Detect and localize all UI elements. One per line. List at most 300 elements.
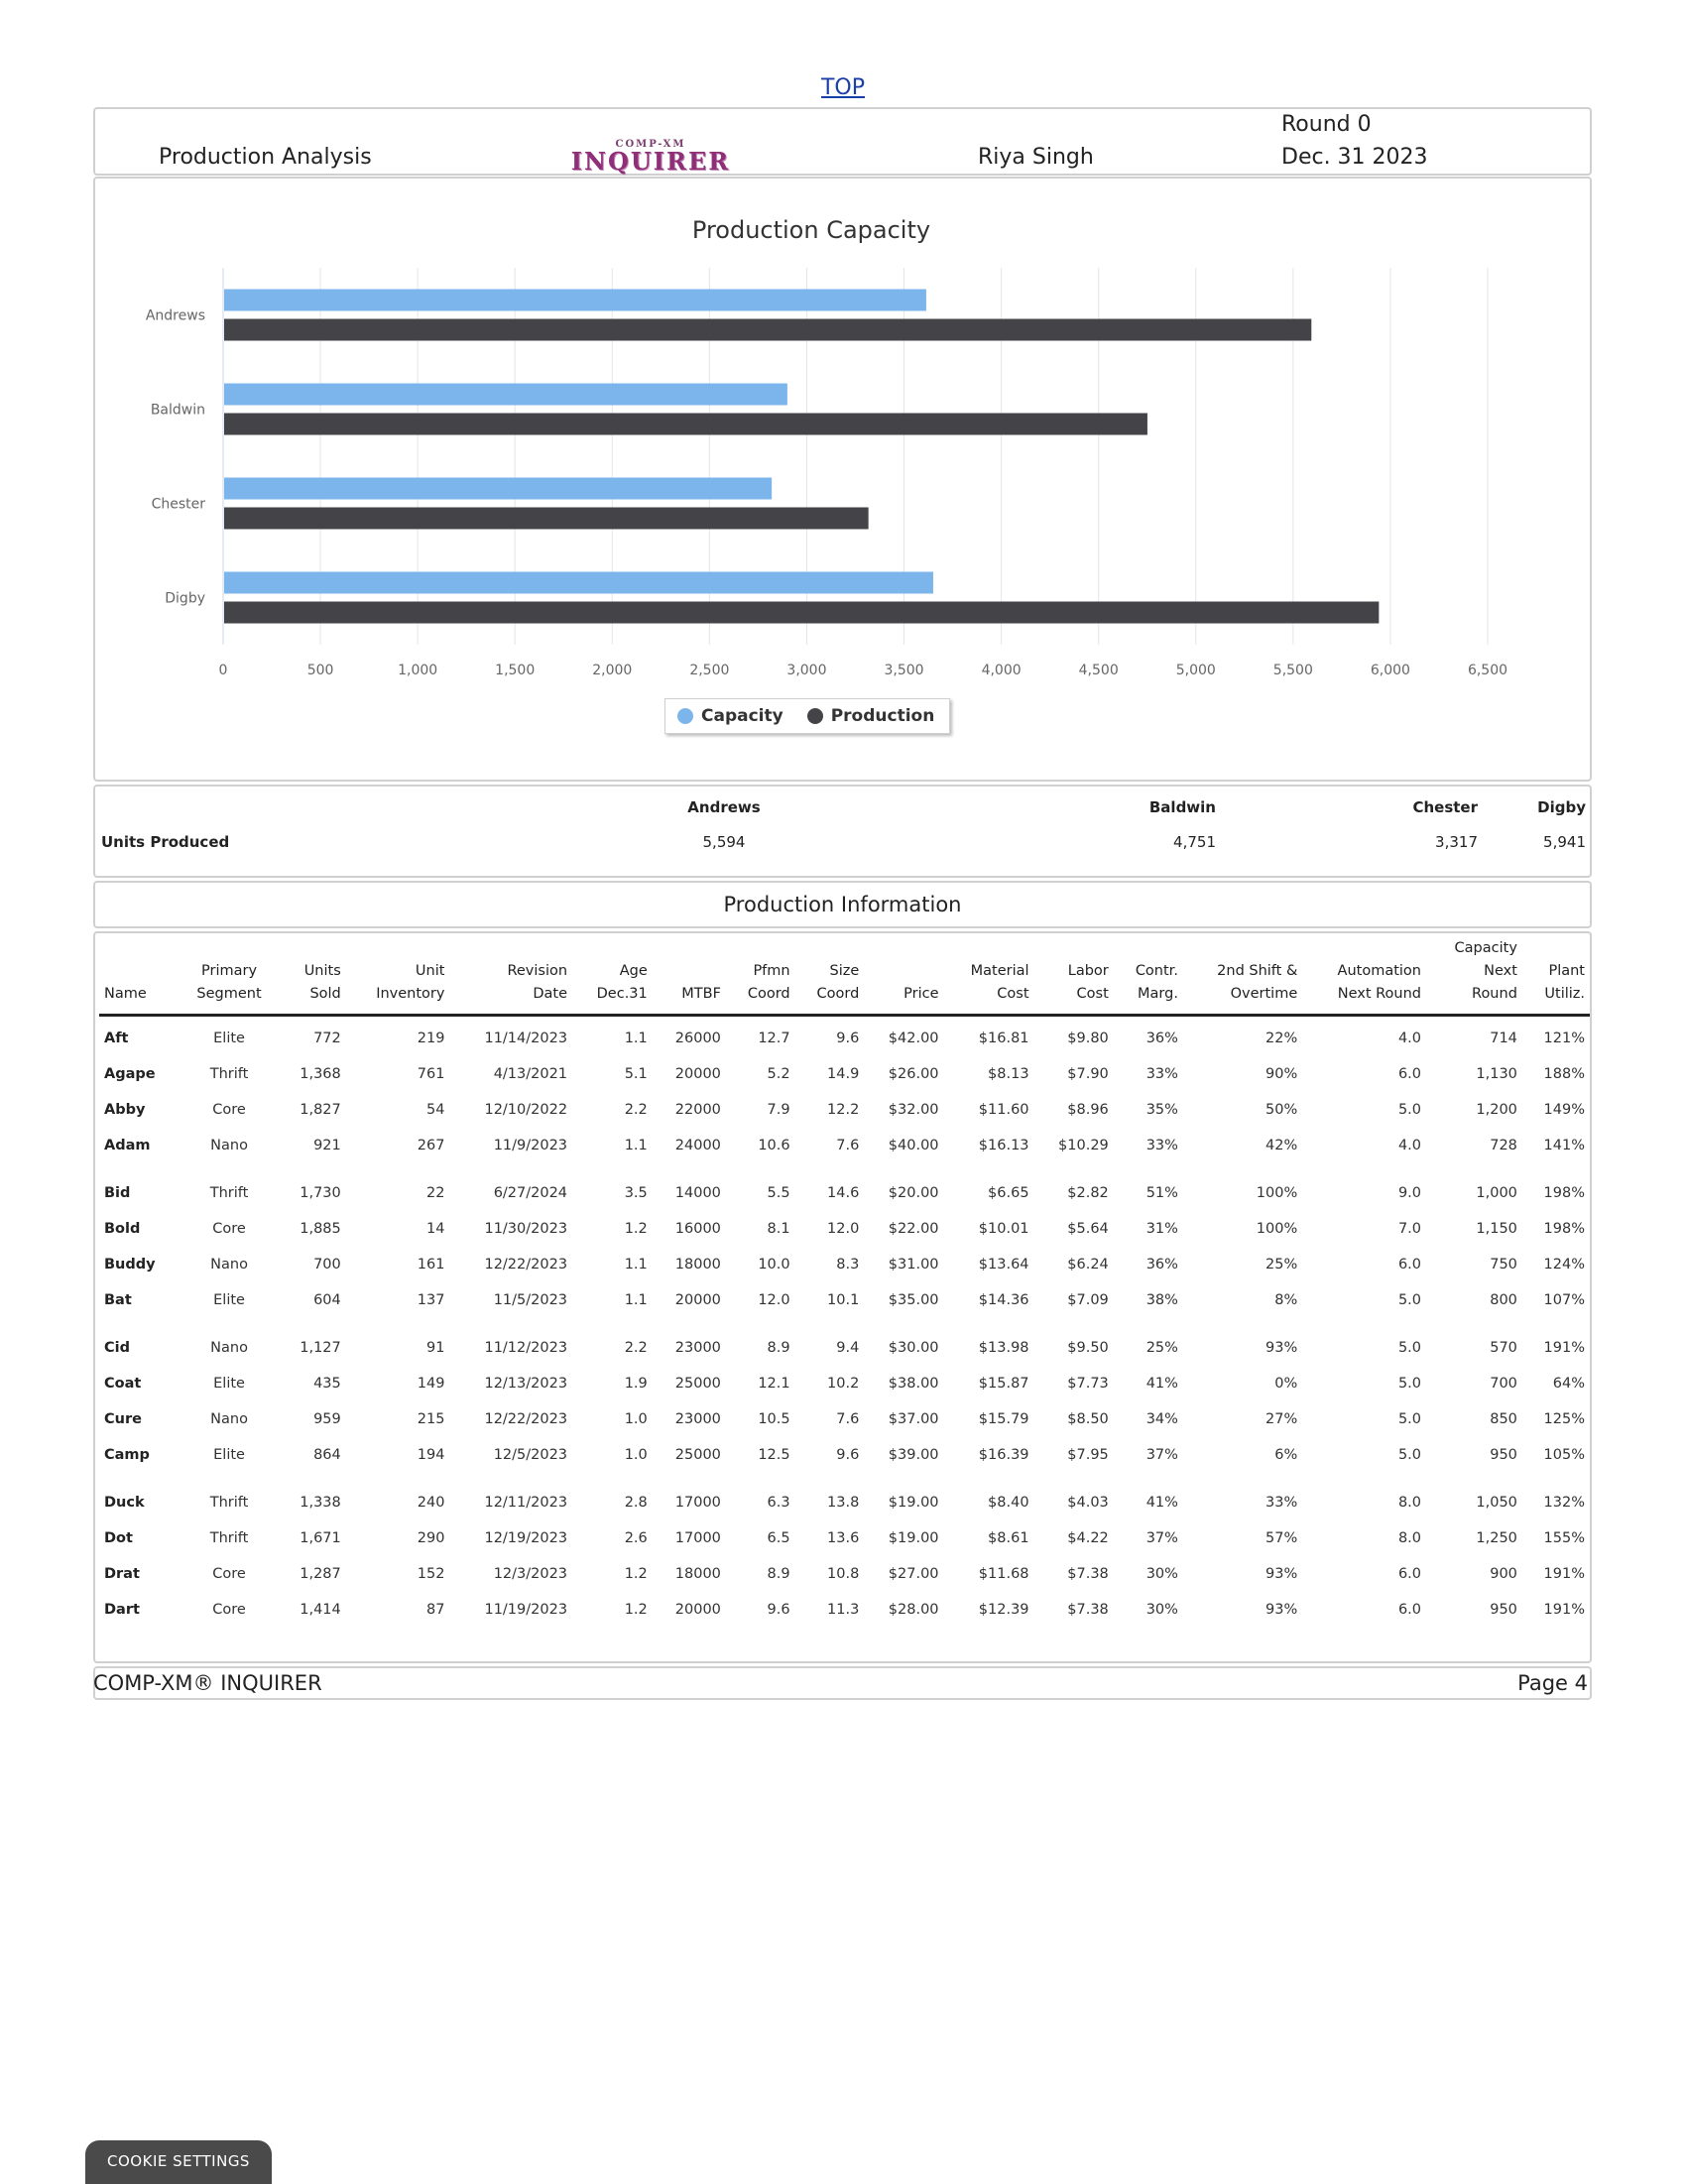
section-title: Production Information (723, 893, 962, 916)
table-cell: 6.0 (1397, 1066, 1421, 1082)
table-cell: 5.1 (624, 1066, 648, 1082)
table-cell: 36% (1145, 1257, 1178, 1273)
column-header-text: MTBF (681, 986, 721, 1002)
table-cell: 9.4 (836, 1340, 860, 1356)
table-cell: 25% (1145, 1340, 1178, 1356)
column-header-text: Date (533, 986, 568, 1002)
column-header-text: Cost (997, 986, 1029, 1002)
table-cell: 100% (1256, 1221, 1298, 1237)
table-cell: $22.00 (888, 1221, 939, 1237)
table-cell: $38.00 (888, 1376, 939, 1392)
table-cell: $7.38 (1067, 1602, 1109, 1618)
production-information-panel (93, 931, 1592, 1663)
column-header (944, 937, 1034, 1016)
table-cell: 1,250 (1476, 1530, 1517, 1546)
table-cell: 1.1 (624, 1292, 648, 1308)
table-cell: 6% (1274, 1447, 1298, 1463)
table-cell: 1.0 (624, 1447, 648, 1463)
legend-item-capacity[interactable] (677, 706, 783, 726)
column-header (1114, 937, 1183, 1016)
table-cell: 950 (1490, 1602, 1517, 1618)
table-cell: 435 (313, 1376, 341, 1392)
column-header (1522, 937, 1590, 1016)
y-category-label: Digby (165, 590, 205, 607)
table-cell: 14000 (674, 1185, 721, 1201)
column-header-text: Next (1484, 963, 1517, 979)
table-cell: 93% (1265, 1340, 1298, 1356)
legend-label-production: Production (830, 706, 935, 726)
table-cell: Elite (213, 1376, 245, 1392)
table-cell: 11/9/2023 (493, 1138, 568, 1153)
x-tick-label: 3,000 (786, 663, 827, 678)
column-header-text: Segment (196, 986, 262, 1002)
table-cell: $9.50 (1067, 1340, 1109, 1356)
column-header (99, 937, 180, 1016)
table-cell: 12/3/2023 (493, 1566, 568, 1582)
table-cell: 152 (417, 1566, 445, 1582)
table-cell: 2.2 (624, 1340, 648, 1356)
table-cell: Nano (210, 1138, 248, 1153)
table-cell: $16.39 (978, 1447, 1029, 1463)
y-category-label: Baldwin (150, 402, 205, 419)
units-value-chester: 3,317 (1435, 833, 1478, 851)
table-cell: 1.2 (624, 1566, 648, 1582)
table-cell: 87 (426, 1602, 445, 1618)
column-header-text: Age (619, 963, 648, 979)
units-produced-panel (93, 785, 1592, 878)
legend-item-production[interactable] (807, 706, 935, 726)
table-cell: 9.6 (836, 1447, 860, 1463)
table-cell: Core (212, 1602, 246, 1618)
table-cell: 125% (1543, 1411, 1585, 1427)
table-cell: 8% (1274, 1292, 1298, 1308)
column-header (1302, 937, 1426, 1016)
table-row (99, 1056, 1590, 1092)
table-cell: 9.6 (767, 1602, 790, 1618)
table-cell: 9.6 (836, 1031, 860, 1046)
table-cell: $7.38 (1067, 1566, 1109, 1582)
column-header (279, 937, 346, 1016)
x-tick-label: 4,500 (1078, 663, 1119, 678)
table-cell: $8.61 (988, 1530, 1029, 1546)
table-cell: 1,368 (300, 1066, 341, 1082)
table-cell: 1,130 (1476, 1066, 1517, 1082)
table-cell: 1.1 (624, 1031, 648, 1046)
column-header (795, 937, 865, 1016)
table-row (99, 1128, 1590, 1163)
table-cell: Core (212, 1566, 246, 1582)
table-cell: 5.0 (1397, 1102, 1421, 1118)
table-cell: 24000 (674, 1138, 721, 1153)
table-cell: $28.00 (888, 1602, 939, 1618)
table-cell: $39.00 (888, 1447, 939, 1463)
table-cell: 25000 (674, 1376, 721, 1392)
table-cell: $15.79 (978, 1411, 1029, 1427)
table-cell: 31% (1145, 1221, 1178, 1237)
table-cell: 9.0 (1397, 1185, 1421, 1201)
table-cell: $9.80 (1067, 1031, 1109, 1046)
table-cell: 1.0 (624, 1411, 648, 1427)
column-header-text: Name (104, 986, 147, 1002)
table-cell: $8.13 (988, 1066, 1029, 1082)
table-cell: Core (212, 1221, 246, 1237)
units-value-baldwin: 4,751 (1173, 833, 1216, 851)
table-cell: 5.0 (1397, 1411, 1421, 1427)
column-header-text: Pfmn (753, 963, 790, 979)
table-cell: 124% (1543, 1257, 1585, 1273)
product-name: Duck (104, 1495, 145, 1511)
table-cell: 1,827 (300, 1102, 341, 1118)
table-cell: $5.64 (1067, 1221, 1109, 1237)
column-header-text: Marg. (1138, 986, 1178, 1002)
table-cell: 240 (417, 1495, 445, 1511)
table-cell: $40.00 (888, 1138, 939, 1153)
table-cell: 1,127 (300, 1340, 341, 1356)
table-cell: 7.9 (767, 1102, 790, 1118)
table-cell: 1,338 (300, 1495, 341, 1511)
table-cell: 14.6 (827, 1185, 860, 1201)
table-cell: 215 (417, 1411, 445, 1427)
table-cell: 149 (417, 1376, 445, 1392)
column-header-text: Primary (201, 963, 258, 979)
table-cell: 25% (1265, 1257, 1298, 1273)
table-cell: 10.8 (827, 1566, 860, 1582)
table-cell: Nano (210, 1340, 248, 1356)
bar-production (224, 508, 869, 530)
table-cell: 13.6 (827, 1530, 860, 1546)
column-header (346, 937, 450, 1016)
x-tick-label: 6,500 (1467, 663, 1508, 678)
column-header-text: Contr. (1135, 963, 1178, 979)
table-cell: 570 (1490, 1340, 1517, 1356)
table-cell: Nano (210, 1257, 248, 1273)
table-cell: $12.39 (978, 1602, 1029, 1618)
table-cell: 141% (1543, 1138, 1585, 1153)
table-row (99, 1092, 1590, 1128)
table-cell: $7.73 (1067, 1376, 1109, 1392)
table-cell: 22% (1265, 1031, 1298, 1046)
table-cell: $7.09 (1067, 1292, 1109, 1308)
bar-capacity (224, 572, 933, 594)
table-cell: 5.5 (767, 1185, 790, 1201)
production-information-table (99, 937, 1590, 1628)
table-cell: 12/22/2023 (484, 1257, 568, 1273)
cookie-settings-button[interactable]: COOKIE SETTINGS (85, 2140, 272, 2184)
table-cell: $13.64 (978, 1257, 1029, 1273)
table-cell: $8.40 (988, 1495, 1029, 1511)
table-cell: 1,730 (300, 1185, 341, 1201)
table-cell: 950 (1490, 1447, 1517, 1463)
table-cell: 23000 (674, 1411, 721, 1427)
table-cell: 198% (1543, 1221, 1585, 1237)
table-cell: 12.1 (758, 1376, 790, 1392)
table-row (99, 1437, 1590, 1473)
table-row (99, 1592, 1590, 1628)
table-row (99, 1282, 1590, 1318)
table-cell: 290 (417, 1530, 445, 1546)
table-cell: 2.8 (624, 1495, 648, 1511)
table-cell: 8.3 (836, 1257, 860, 1273)
table-body (99, 1016, 1590, 1629)
table-cell: 700 (313, 1257, 341, 1273)
student-name: Riya Singh (978, 145, 1094, 170)
column-header-text: Cost (1076, 986, 1109, 1002)
table-cell: $2.82 (1067, 1185, 1109, 1201)
x-tick-label: 1,500 (495, 663, 536, 678)
table-cell: 761 (417, 1066, 445, 1082)
footer-brand: COMP-XM® INQUIRER (93, 1671, 322, 1695)
report-footer (93, 1666, 1592, 1700)
column-header-text: Material (970, 963, 1029, 979)
product-name: Adam (104, 1138, 151, 1153)
table-cell: 17000 (674, 1495, 721, 1511)
chart-legend (664, 698, 950, 734)
legend-label-capacity: Capacity (701, 706, 783, 726)
column-header-text: Coord (816, 986, 860, 1002)
table-cell: 959 (313, 1411, 341, 1427)
table-cell: $19.00 (888, 1530, 939, 1546)
table-cell: 16000 (674, 1221, 721, 1237)
table-cell: 1,200 (1476, 1102, 1517, 1118)
table-cell: 6/27/2024 (493, 1185, 568, 1201)
y-category-label: Andrews (145, 307, 205, 324)
table-cell: 7.6 (836, 1411, 860, 1427)
y-category-label: Chester (151, 496, 205, 513)
table-cell: Nano (210, 1411, 248, 1427)
table-cell: 2.6 (624, 1530, 648, 1546)
x-tick-label: 500 (306, 663, 334, 678)
table-cell: $16.81 (978, 1031, 1029, 1046)
table-cell: 10.2 (827, 1376, 860, 1392)
bar-production (224, 602, 1379, 624)
x-tick-label: 2,500 (689, 663, 730, 678)
x-tick-label: 3,500 (884, 663, 924, 678)
bar-production (224, 319, 1311, 341)
column-header (1426, 937, 1522, 1016)
x-tick-label: 6,000 (1370, 663, 1410, 678)
column-header (726, 937, 795, 1016)
table-cell: 5.0 (1397, 1292, 1421, 1308)
production-capacity-chart-panel (93, 177, 1592, 782)
table-cell: 11/5/2023 (493, 1292, 568, 1308)
table-cell: 23000 (674, 1340, 721, 1356)
column-header-text: Size (829, 963, 860, 979)
table-header-row (99, 937, 1590, 1016)
page-title: Production Analysis (159, 145, 372, 170)
column-header (1183, 937, 1302, 1016)
column-header-text: Sold (309, 986, 341, 1002)
table-cell: 93% (1265, 1602, 1298, 1618)
table-cell: 107% (1543, 1292, 1585, 1308)
table-cell: 1.1 (624, 1138, 648, 1153)
table-cell: $13.98 (978, 1340, 1029, 1356)
report-date: Dec. 31 2023 (1281, 145, 1428, 170)
table-cell: 10.5 (758, 1411, 790, 1427)
table-cell: 105% (1543, 1447, 1585, 1463)
table-cell: $8.96 (1067, 1102, 1109, 1118)
table-row (99, 1016, 1590, 1057)
column-header-text: Utiliz. (1544, 986, 1585, 1002)
table-cell: 155% (1543, 1530, 1585, 1546)
production-information-title (93, 881, 1592, 928)
table-cell: 12.0 (827, 1221, 860, 1237)
column-header-text: Automation (1337, 963, 1421, 979)
table-cell: 161 (417, 1257, 445, 1273)
table-cell: 1,287 (300, 1566, 341, 1582)
table-cell: $30.00 (888, 1340, 939, 1356)
table-cell: $11.68 (978, 1566, 1029, 1582)
table-cell: 26000 (674, 1031, 721, 1046)
table-cell: 188% (1543, 1066, 1585, 1082)
product-name: Bat (104, 1292, 132, 1308)
table-cell: $32.00 (888, 1102, 939, 1118)
product-name: Cid (104, 1340, 130, 1356)
table-cell: 7.6 (836, 1138, 860, 1153)
product-name: Drat (104, 1566, 140, 1582)
table-cell: 30% (1145, 1566, 1178, 1582)
table-cell: 604 (313, 1292, 341, 1308)
table-cell: 1.2 (624, 1221, 648, 1237)
column-header-text: 2nd Shift & (1217, 963, 1298, 979)
column-header (653, 937, 726, 1016)
table-cell: 921 (313, 1138, 341, 1153)
table-cell: 5.2 (767, 1066, 790, 1082)
table-cell: 900 (1490, 1566, 1517, 1582)
table-cell: 20000 (674, 1292, 721, 1308)
table-cell: $7.95 (1067, 1447, 1109, 1463)
report-header (93, 107, 1592, 176)
table-cell: 20000 (674, 1602, 721, 1618)
table-cell: 191% (1543, 1340, 1585, 1356)
table-cell: 22000 (674, 1102, 721, 1118)
table-cell: 700 (1490, 1376, 1517, 1392)
column-header-text: Next Round (1337, 986, 1421, 1002)
table-cell: $6.65 (988, 1185, 1029, 1201)
table-cell: Elite (213, 1031, 245, 1046)
table-cell: Elite (213, 1292, 245, 1308)
table-cell: 1,671 (300, 1530, 341, 1546)
table-cell: 33% (1145, 1138, 1178, 1153)
table-cell: 12.7 (758, 1031, 790, 1046)
top-link[interactable]: TOP (820, 75, 866, 100)
table-cell: 17000 (674, 1530, 721, 1546)
table-row (99, 1401, 1590, 1437)
table-cell: 1,885 (300, 1221, 341, 1237)
table-cell: 12.0 (758, 1292, 790, 1308)
table-cell: 6.0 (1397, 1257, 1421, 1273)
table-cell: 3.5 (624, 1185, 648, 1201)
product-name: Aft (104, 1031, 129, 1046)
x-tick-label: 4,000 (981, 663, 1022, 678)
column-header (449, 937, 572, 1016)
table-cell: $4.22 (1067, 1530, 1109, 1546)
table-cell: 37% (1145, 1530, 1178, 1546)
table-cell: $15.87 (978, 1376, 1029, 1392)
table-cell: 4/13/2021 (493, 1066, 568, 1082)
column-header (572, 937, 653, 1016)
table-cell: 91 (426, 1340, 445, 1356)
table-cell: Elite (213, 1447, 245, 1463)
table-cell: 219 (417, 1031, 445, 1046)
table-cell: 33% (1145, 1066, 1178, 1082)
table-cell: 11/14/2023 (484, 1031, 568, 1046)
column-header-text: Inventory (376, 986, 445, 1002)
table-cell: 27% (1265, 1411, 1298, 1427)
table-cell: 6.3 (767, 1495, 790, 1511)
table-cell: 5.0 (1397, 1376, 1421, 1392)
table-cell: 121% (1543, 1031, 1585, 1046)
table-cell: 750 (1490, 1257, 1517, 1273)
table-cell: 35% (1145, 1102, 1178, 1118)
table-cell: 20000 (674, 1066, 721, 1082)
column-header (1034, 937, 1114, 1016)
x-tick-label: 0 (218, 663, 228, 678)
table-cell: 0% (1274, 1376, 1298, 1392)
table-cell: 54 (426, 1102, 445, 1118)
table-cell: Core (212, 1102, 246, 1118)
product-name: Bid (104, 1185, 131, 1201)
bar-capacity (224, 478, 772, 500)
table-row (99, 1163, 1590, 1211)
table-cell: 714 (1490, 1031, 1517, 1046)
product-name: Abby (104, 1102, 146, 1118)
table-cell: 14.9 (827, 1066, 860, 1082)
production-legend-dot (807, 708, 823, 724)
table-cell: 18000 (674, 1257, 721, 1273)
table-cell: $10.01 (978, 1221, 1029, 1237)
table-cell: 7.0 (1397, 1221, 1421, 1237)
column-header-text: Units (303, 963, 341, 979)
table-cell: 5.0 (1397, 1447, 1421, 1463)
table-row (99, 1556, 1590, 1592)
table-cell: 11/30/2023 (484, 1221, 568, 1237)
table-cell: Thrift (209, 1530, 249, 1546)
table-cell: 10.1 (827, 1292, 860, 1308)
table-cell: 18000 (674, 1566, 721, 1582)
product-name: Dart (104, 1602, 140, 1618)
table-cell: 8.0 (1397, 1495, 1421, 1511)
table-cell: 11/19/2023 (484, 1602, 568, 1618)
table-cell: 14 (426, 1221, 445, 1237)
table-cell: $16.13 (978, 1138, 1029, 1153)
table-row (99, 1318, 1590, 1366)
production-capacity-chart (95, 179, 1590, 780)
table-cell: $10.29 (1058, 1138, 1109, 1153)
table-cell: 50% (1265, 1102, 1298, 1118)
units-value-andrews: 5,594 (702, 833, 746, 851)
table-cell: 1.1 (624, 1257, 648, 1273)
table-cell: 5.0 (1397, 1340, 1421, 1356)
units-value-digby: 5,941 (1543, 833, 1586, 851)
table-cell: 1,150 (1476, 1221, 1517, 1237)
bar-capacity (224, 384, 787, 406)
table-cell: $20.00 (888, 1185, 939, 1201)
chart-title: Production Capacity (691, 216, 931, 244)
table-cell: 198% (1543, 1185, 1585, 1201)
table-cell: Thrift (209, 1495, 249, 1511)
x-tick-label: 5,000 (1175, 663, 1216, 678)
column-header-text: Capacity (1454, 940, 1517, 956)
table-cell: 864 (313, 1447, 341, 1463)
table-cell: 64% (1552, 1376, 1585, 1392)
column-header-text: Dec.31 (596, 986, 648, 1002)
column-header-text: Overtime (1230, 986, 1298, 1002)
page-number: Page 4 (1517, 1671, 1588, 1695)
logo-wordmark: INQUIRER (570, 147, 731, 176)
column-header-text: Plant (1548, 963, 1585, 979)
table-cell: 1.2 (624, 1602, 648, 1618)
table-cell: 37% (1145, 1447, 1178, 1463)
